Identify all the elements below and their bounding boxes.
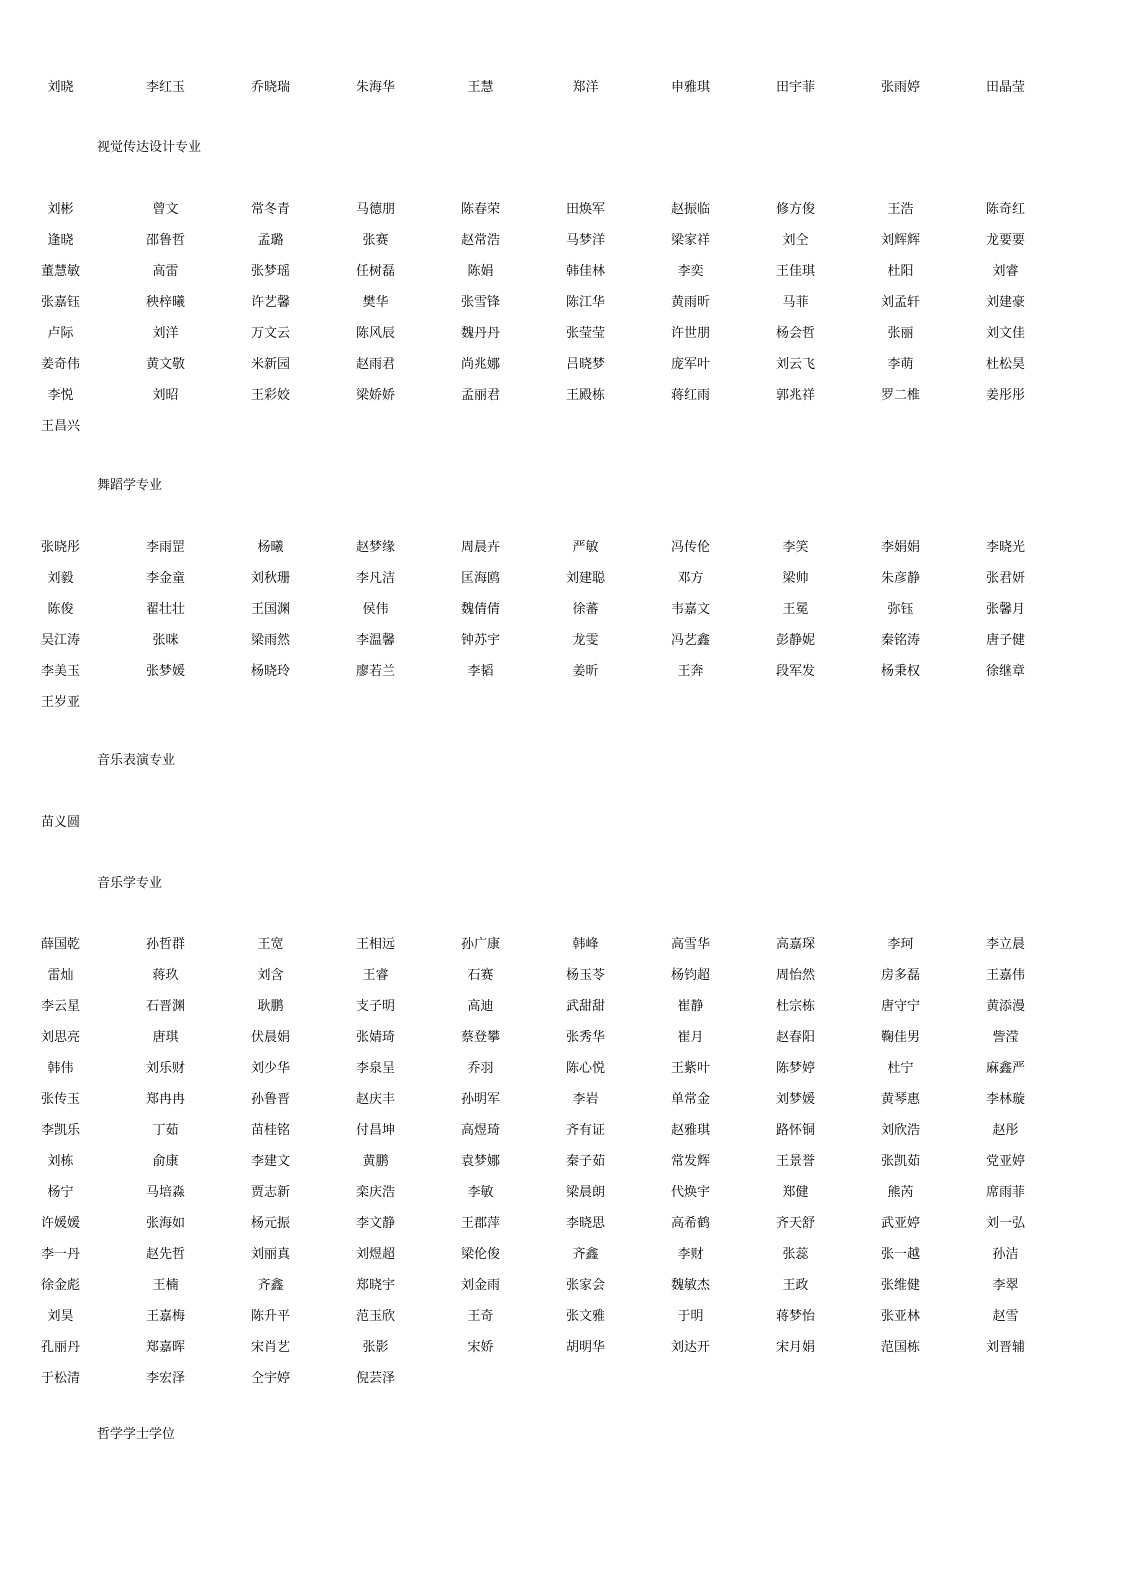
name-cell: 秧梓曦 [145,295,185,310]
name-cell: 卢际 [47,326,74,341]
name-cell: 刘欣浩 [880,1123,920,1138]
name-cell: 高嘉琛 [775,937,815,952]
name-cell: 秦铭涛 [880,633,920,648]
name-cell: 刘辉辉 [880,233,920,248]
name-cell: 弥钰 [887,602,914,617]
name-cell: 田焕军 [565,202,605,217]
name-cell: 王国渊 [250,602,290,617]
name-cell: 支子明 [355,999,395,1014]
name-cell: 郑健 [782,1185,809,1200]
name-cell: 孙哲群 [145,937,185,952]
name-cell: 马培淼 [145,1185,185,1200]
name-cell: 张维健 [880,1278,920,1293]
name-cell: 匡海鸥 [460,571,500,586]
name-cell: 杜阳 [887,264,914,279]
name-cell: 刘仝 [782,233,809,248]
name-cell: 田宇菲 [775,80,815,95]
section-heading-dance: 舞蹈学专业 [97,478,163,493]
name-cell: 李娟娟 [880,540,920,555]
name-cell: 张传玉 [40,1092,80,1107]
name-cell: 刘文佳 [985,326,1025,341]
name-cell: 修方俊 [775,202,815,217]
name-cell: 薛国乾 [40,937,80,952]
name-cell: 张蕊 [782,1247,809,1262]
name-cell: 付昌坤 [355,1123,395,1138]
name-cell: 马德朋 [355,202,395,217]
name-cell: 李温馨 [355,633,395,648]
name-cell: 刘昭 [152,388,179,403]
name-cell: 彭静妮 [775,633,815,648]
name-cell: 张梦媛 [145,664,185,679]
name-grid-musicology [0,929,1123,1394]
name-cell: 唐子健 [985,633,1025,648]
name-cell: 刘建聪 [565,571,605,586]
name-cell: 李韬 [467,664,494,679]
name-cell: 邵鲁哲 [145,233,185,248]
name-cell: 张海如 [145,1216,185,1231]
name-cell: 唐琪 [152,1030,179,1045]
name-cell: 王政 [782,1278,809,1293]
name-cell: 席雨菲 [985,1185,1025,1200]
name-cell: 刘秋珊 [250,571,290,586]
name-cell: 王嘉梅 [145,1309,185,1324]
name-cell: 杨晓玲 [250,664,290,679]
name-cell: 王紫叶 [670,1061,710,1076]
name-cell: 单常金 [670,1092,710,1107]
name-cell: 杨钧超 [670,968,710,983]
name-cell: 姜昕 [572,664,599,679]
name-cell: 雷灿 [47,968,74,983]
name-cell: 魏敏杰 [670,1278,710,1293]
name-cell: 赵庆丰 [355,1092,395,1107]
name-cell: 张凯茹 [880,1154,920,1169]
name-cell: 杜宗栋 [775,999,815,1014]
name-cell: 王楠 [152,1278,179,1293]
name-cell: 韦嘉文 [670,602,710,617]
name-cell: 王郡萍 [460,1216,500,1231]
name-cell: 唐守宁 [880,999,920,1014]
name-cell: 黄鹏 [362,1154,389,1169]
name-cell: 李金童 [145,571,185,586]
name-cell: 王嘉伟 [985,968,1025,983]
name-cell: 石赛 [467,968,494,983]
name-cell: 熊芮 [887,1185,914,1200]
name-cell: 张秀华 [565,1030,605,1045]
name-cell: 翟壮壮 [145,602,185,617]
name-cell: 张莹莹 [565,326,605,341]
name-cell: 周晨卉 [460,540,500,555]
name-cell: 孙洁 [992,1247,1019,1262]
name-cell: 李宏泽 [145,1371,185,1386]
name-cell: 孟璐 [257,233,284,248]
name-cell: 赵常浩 [460,233,500,248]
name-cell: 王浩 [887,202,914,217]
name-grid-top [0,72,1123,103]
name-cell: 孟丽君 [460,388,500,403]
name-cell: 赵春阳 [775,1030,815,1045]
name-cell: 冯传伦 [670,540,710,555]
name-cell: 黄雨昕 [670,295,710,310]
name-cell: 刘洋 [152,326,179,341]
name-cell: 周怡然 [775,968,815,983]
name-cell: 赵振临 [670,202,710,217]
name-cell: 李美玉 [40,664,80,679]
name-cell: 高希鹤 [670,1216,710,1231]
name-cell: 武甜甜 [565,999,605,1014]
name-cell: 崔月 [677,1030,704,1045]
name-cell: 严敏 [572,540,599,555]
name-cell: 王昌兴 [40,419,80,434]
name-cell: 姜彤彤 [985,388,1025,403]
name-cell: 胡明华 [565,1340,605,1355]
name-cell: 刘昊 [47,1309,74,1324]
name-cell: 姜奇伟 [40,357,80,372]
name-cell: 杜宁 [887,1061,914,1076]
name-cell: 宋月娟 [775,1340,815,1355]
section-heading-visual-communication: 视觉传达设计专业 [97,140,202,155]
name-cell: 梁娇娇 [355,388,395,403]
name-cell: 乔羽 [467,1061,494,1076]
name-cell: 钟苏宇 [460,633,500,648]
name-cell: 徐金彪 [40,1278,80,1293]
name-cell: 蒋梦怡 [775,1309,815,1324]
name-cell: 田晶莹 [985,80,1025,95]
name-cell: 李雨罡 [145,540,185,555]
name-cell: 耿鹏 [257,999,284,1014]
name-cell: 李云星 [40,999,80,1014]
name-cell: 石晋渊 [145,999,185,1014]
name-cell: 李建文 [250,1154,290,1169]
name-cell: 代焕宇 [670,1185,710,1200]
name-cell: 王相远 [355,937,395,952]
name-cell: 蒋玖 [152,968,179,983]
name-cell: 刘梦媛 [775,1092,815,1107]
name-cell: 刘彬 [47,202,74,217]
name-cell: 常冬青 [250,202,290,217]
name-cell: 张家会 [565,1278,605,1293]
name-cell: 李晓光 [985,540,1025,555]
name-cell: 杨会哲 [775,326,815,341]
name-cell: 赵雨君 [355,357,395,372]
name-cell: 刘栋 [47,1154,74,1169]
name-cell: 魏倩倩 [460,602,500,617]
name-cell: 杨曦 [257,540,284,555]
name-cell: 李珂 [887,937,914,952]
name-cell: 訾滢 [992,1030,1019,1045]
section-heading-philosophy-degree: 哲学学士学位 [97,1427,176,1442]
name-grid-music-performance [0,807,1123,838]
name-cell: 武亚婷 [880,1216,920,1231]
name-cell: 许艺馨 [250,295,290,310]
name-cell: 张一越 [880,1247,920,1262]
name-cell: 龙要要 [985,233,1025,248]
name-cell: 于松清 [40,1371,80,1386]
name-cell: 刘金雨 [460,1278,500,1293]
name-cell: 陈江华 [565,295,605,310]
name-cell: 郭兆祥 [775,388,815,403]
name-cell: 李奕 [677,264,704,279]
name-cell: 刘毅 [47,571,74,586]
name-cell: 张雨婷 [880,80,920,95]
name-cell: 刘晋辅 [985,1340,1025,1355]
name-cell: 苗桂铭 [250,1123,290,1138]
name-cell: 张影 [362,1340,389,1355]
name-cell: 李凡洁 [355,571,395,586]
name-cell: 高雷 [152,264,179,279]
name-cell: 王冕 [782,602,809,617]
name-cell: 张君妍 [985,571,1025,586]
name-cell: 许世朋 [670,326,710,341]
name-cell: 杜松昊 [985,357,1025,372]
name-cell: 房多磊 [880,968,920,983]
name-cell: 高迪 [467,999,494,1014]
name-cell: 赵雪 [992,1309,1019,1324]
name-cell: 万文云 [250,326,290,341]
name-cell: 陈梦婷 [775,1061,815,1076]
name-cell: 秦子茹 [565,1154,605,1169]
name-cell: 刘一弘 [985,1216,1025,1231]
name-cell: 李红玉 [145,80,185,95]
name-cell: 杨宁 [47,1185,74,1200]
name-cell: 王睿 [362,968,389,983]
name-cell: 侯伟 [362,602,389,617]
name-cell: 王景誉 [775,1154,815,1169]
name-cell: 吴江涛 [40,633,80,648]
name-cell: 高雪华 [670,937,710,952]
name-cell: 丁茹 [152,1123,179,1138]
name-cell: 黄文敬 [145,357,185,372]
name-cell: 张婧琦 [355,1030,395,1045]
name-cell: 冯艺鑫 [670,633,710,648]
name-cell: 孙广康 [460,937,500,952]
name-cell: 郑嘉晖 [145,1340,185,1355]
name-cell: 梁晨朗 [565,1185,605,1200]
name-cell: 王殿栋 [565,388,605,403]
name-cell: 王奔 [677,664,704,679]
name-cell: 段军发 [775,664,815,679]
name-cell: 齐鑫 [257,1278,284,1293]
name-cell: 李泉呈 [355,1061,395,1076]
name-cell: 刘乐财 [145,1061,185,1076]
name-cell: 贾志新 [250,1185,290,1200]
name-cell: 宋肖艺 [250,1340,290,1355]
name-cell: 米新园 [250,357,290,372]
name-cell: 刘含 [257,968,284,983]
name-cell: 范国栋 [880,1340,920,1355]
name-cell: 王佳琪 [775,264,815,279]
name-cell: 李凯乐 [40,1123,80,1138]
name-cell: 倪芸泽 [355,1371,395,1386]
name-cell: 龙雯 [572,633,599,648]
name-cell: 仝宇婷 [250,1371,290,1386]
name-cell: 李晓思 [565,1216,605,1231]
name-cell: 刘煜超 [355,1247,395,1262]
name-cell: 常发辉 [670,1154,710,1169]
name-cell: 李财 [677,1247,704,1262]
name-cell: 张赛 [362,233,389,248]
name-cell: 张馨月 [985,602,1025,617]
name-cell: 蔡登攀 [460,1030,500,1045]
name-cell: 张咪 [152,633,179,648]
section-heading-musicology: 音乐学专业 [97,876,163,891]
name-cell: 朱彦静 [880,571,920,586]
name-cell: 刘建豪 [985,295,1025,310]
name-cell: 袁梦娜 [460,1154,500,1169]
name-cell: 赵彤 [992,1123,1019,1138]
name-cell: 俞康 [152,1154,179,1169]
name-cell: 赵先哲 [145,1247,185,1262]
name-cell: 王奇 [467,1309,494,1324]
name-cell: 李岩 [572,1092,599,1107]
name-cell: 庞军叶 [670,357,710,372]
name-grid-dance [0,532,1123,718]
name-cell: 刘睿 [992,264,1019,279]
name-cell: 王岁亚 [40,695,80,710]
section-heading-music-performance: 音乐表演专业 [97,753,176,768]
name-cell: 吕晓梦 [565,357,605,372]
name-cell: 刘孟轩 [880,295,920,310]
name-cell: 郑晓宇 [355,1278,395,1293]
name-cell: 陈风辰 [355,326,395,341]
name-cell: 陈奇红 [985,202,1025,217]
name-cell: 赵梦缘 [355,540,395,555]
name-cell: 尚兆娜 [460,357,500,372]
name-cell: 陈心悦 [565,1061,605,1076]
name-cell: 赵雅琪 [670,1123,710,1138]
name-cell: 孔丽丹 [40,1340,80,1355]
name-cell: 陈春荣 [460,202,500,217]
name-cell: 李一丹 [40,1247,80,1262]
name-cell: 崔静 [677,999,704,1014]
name-cell: 陈升平 [250,1309,290,1324]
name-cell: 杨元振 [250,1216,290,1231]
name-cell: 梁伦俊 [460,1247,500,1262]
name-cell: 杨秉权 [880,664,920,679]
name-cell: 李敏 [467,1185,494,1200]
name-cell: 宋娇 [467,1340,494,1355]
name-cell: 刘少华 [250,1061,290,1076]
name-cell: 鞠佳男 [880,1030,920,1045]
name-cell: 韩伟 [47,1061,74,1076]
name-cell: 梁家祥 [670,233,710,248]
name-cell: 黄添漫 [985,999,1025,1014]
name-cell: 郑洋 [572,80,599,95]
name-cell: 李萌 [887,357,914,372]
name-cell: 齐鑫 [572,1247,599,1262]
name-cell: 刘云飞 [775,357,815,372]
name-cell: 任树磊 [355,264,395,279]
name-cell: 马梦洋 [565,233,605,248]
name-cell: 董慧敏 [40,264,80,279]
name-cell: 苗义圆 [40,815,80,830]
name-cell: 张梦瑶 [250,264,290,279]
name-cell: 李文静 [355,1216,395,1231]
name-cell: 李笑 [782,540,809,555]
name-cell: 王慧 [467,80,494,95]
name-cell: 于明 [677,1309,704,1324]
name-cell: 陈娟 [467,264,494,279]
name-cell: 刘晓 [47,80,74,95]
name-cell: 朱海华 [355,80,395,95]
name-cell: 张嘉钰 [40,295,80,310]
name-cell: 李林璇 [985,1092,1025,1107]
name-cell: 杨玉苓 [565,968,605,983]
name-cell: 樊华 [362,295,389,310]
name-cell: 高煜琦 [460,1123,500,1138]
name-cell: 齐天舒 [775,1216,815,1231]
name-cell: 王彩姣 [250,388,290,403]
name-cell: 刘思亮 [40,1030,80,1045]
name-cell: 孙明军 [460,1092,500,1107]
name-cell: 申雅琪 [670,80,710,95]
name-cell: 罗二椎 [880,388,920,403]
name-cell: 麻鑫严 [985,1061,1025,1076]
name-cell: 刘丽真 [250,1247,290,1262]
name-cell: 马菲 [782,295,809,310]
name-grid-visual-communication [0,194,1123,442]
name-cell: 李翠 [992,1278,1019,1293]
name-cell: 韩峰 [572,937,599,952]
name-cell: 张雪锋 [460,295,500,310]
name-cell: 许媛媛 [40,1216,80,1231]
name-cell: 曾文 [152,202,179,217]
name-cell: 梁雨然 [250,633,290,648]
name-cell: 蒋红雨 [670,388,710,403]
name-cell: 郑冉冉 [145,1092,185,1107]
name-cell: 梁帅 [782,571,809,586]
name-cell: 黄琴惠 [880,1092,920,1107]
name-cell: 栾庆浩 [355,1185,395,1200]
name-cell: 王宽 [257,937,284,952]
name-cell: 乔晓瑞 [250,80,290,95]
name-cell: 李悦 [47,388,74,403]
name-cell: 路怀铜 [775,1123,815,1138]
name-cell: 张晓彤 [40,540,80,555]
name-cell: 徐蕃 [572,602,599,617]
name-cell: 齐有证 [565,1123,605,1138]
name-cell: 邓方 [677,571,704,586]
name-cell: 孙鲁晋 [250,1092,290,1107]
name-cell: 李立晨 [985,937,1025,952]
name-cell: 徐继章 [985,664,1025,679]
name-cell: 伏晨娟 [250,1030,290,1045]
name-cell: 张亚林 [880,1309,920,1324]
name-cell: 逢晓 [47,233,74,248]
name-cell: 范玉欣 [355,1309,395,1324]
name-cell: 陈俊 [47,602,74,617]
name-cell: 刘达开 [670,1340,710,1355]
name-cell: 张丽 [887,326,914,341]
name-cell: 韩佳林 [565,264,605,279]
name-cell: 党亚婷 [985,1154,1025,1169]
name-cell: 魏丹丹 [460,326,500,341]
name-cell: 廖若兰 [355,664,395,679]
name-cell: 张文雅 [565,1309,605,1324]
